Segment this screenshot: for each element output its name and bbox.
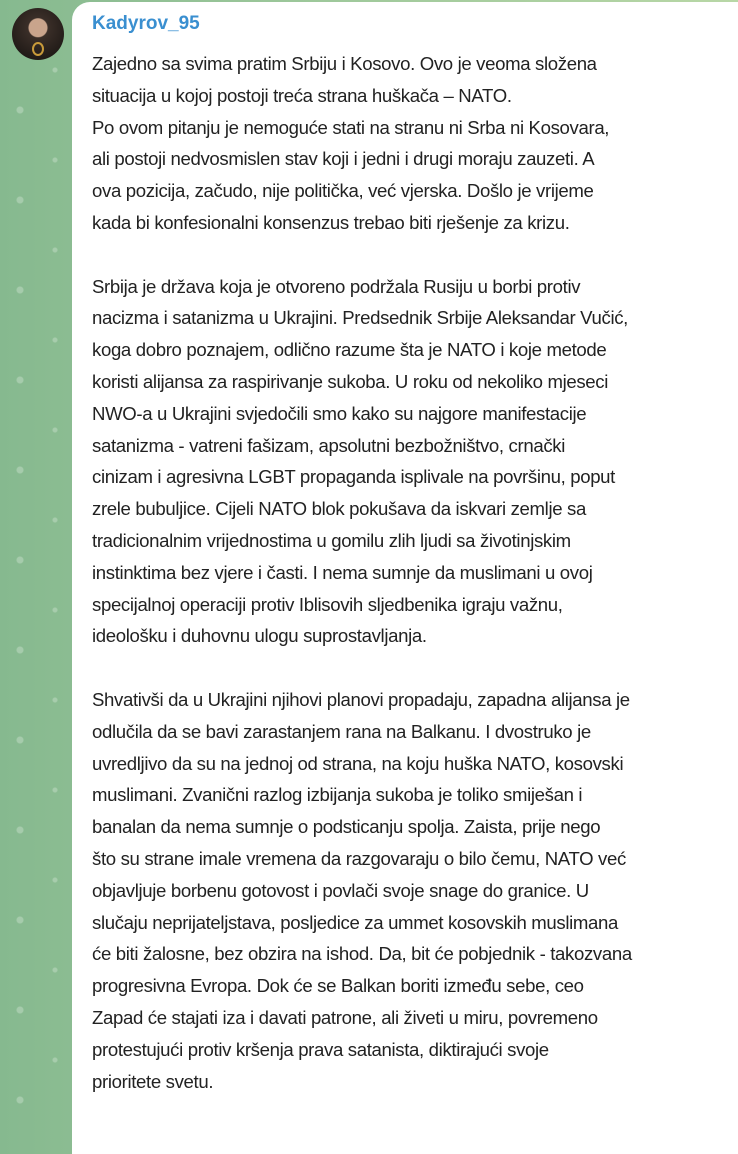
message-line: banalan da nema sumnje o podsticanju spolja. Zaista, prije nego	[92, 816, 601, 838]
message-line: Po ovom pitanju je nemoguće stati na stranu ni Srba ni Kosovara,	[92, 116, 610, 138]
message-line: protestujući protiv kršenja prava satanista, diktirajući svoje	[92, 1038, 549, 1060]
message-line: koristi alijansa za raspirivanje sukoba. U roku od nekoliko mjeseci	[92, 370, 609, 392]
message-line: ideološku i duhovnu ulogu suprostavljanja.	[92, 625, 427, 647]
message-line: progresivna Evropa. Dok će se Balkan boriti između sebe, ceo	[92, 975, 584, 997]
sender-name[interactable]: Kadyrov_95	[92, 13, 200, 34]
message-line: kada bi konfesionalni konsenzus trebao biti rješenje za krizu.	[92, 211, 570, 233]
message-line: NWO-a u Ukrajini svjedočili smo kako su najgore manifestacije	[92, 402, 587, 424]
message-line: Zajedno sa svima pratim Srbiju i Kosovo. Ovo je veoma složena	[92, 53, 597, 74]
message-line: zrele bubuljice. Cijeli NATO blok pokušava da iskvari zemlje sa	[92, 498, 586, 520]
message-line: odlučila da se bavi zarastanjem rana na Balkanu. I dvostruko je	[92, 720, 591, 742]
message-line: što su strane imale vremena da razgovaraju o bilo čemu, NATO već	[92, 847, 626, 869]
message-paragraph	[92, 271, 632, 653]
message-line: Srbija je država koja je otvoreno podržala Rusiju u borbi protiv	[92, 275, 581, 297]
message-line: tradicionalnim vrijednostima u gomilu zlih ljudi sa životinjskim	[92, 529, 571, 551]
message-line: instinktima bez vjere i časti. I nema sumnje da muslimani u ovoj	[92, 561, 593, 583]
message-line: nacizma i satanizma u Ukrajini. Predsednik Srbije Aleksandar Vučić,	[92, 307, 628, 329]
message-line: cinizam i agresivna LGBT propaganda isplivale na površinu, poput	[92, 466, 615, 488]
message-line: uvredljivo da su na jednoj od strana, na koju huška NATO, kosovski	[92, 752, 624, 774]
message-line: ali postoji nedvosmislen stav koji i jedni i drugi moraju zauzeti. A	[92, 148, 595, 170]
sender-avatar[interactable]	[12, 8, 64, 60]
message-line: satanizma - vatreni fašizam, apsolutni bezbožništvo, crnački	[92, 434, 565, 456]
message-line: prioritete svetu.	[92, 1070, 214, 1092]
message-line: Shvativši da u Ukrajini njihovi planovi propadaju, zapadna alijansa je	[92, 688, 630, 710]
message-line: muslimani. Zvanični razlog izbijanja sukoba je toliko smiješan i	[92, 784, 583, 806]
message-line: objavljuje borbenu gotovost i povlači svoje snage do granice. U	[92, 879, 589, 901]
message-line: ova pozicija, začudo, nije politička, već vjerska. Došlo je vrijeme	[92, 180, 594, 202]
message-line: situacija u kojoj postoji treća strana huškača – NATO.	[92, 84, 512, 106]
message-paragraph	[92, 684, 632, 1097]
message-line: Zapad će stajati iza i davati patrone, ali živeti u miru, povremeno	[92, 1006, 598, 1028]
chat-background-pattern	[0, 0, 80, 1134]
message-line: slučaju neprijateljstava, posljedice za ummet kosovskih muslimana	[92, 911, 619, 933]
message-line: će biti žalosne, bez obzira na ishod. Da, bit će pobjednik - takozvana	[92, 943, 632, 965]
message-paragraph	[92, 48, 632, 239]
message-line: koga dobro poznajem, odlično razume šta je NATO i koje metode	[92, 339, 607, 361]
message-line: specijalnoj operaciji protiv Iblisovih sljedbenika igraju važnu,	[92, 593, 563, 615]
message-text	[92, 48, 632, 1129]
